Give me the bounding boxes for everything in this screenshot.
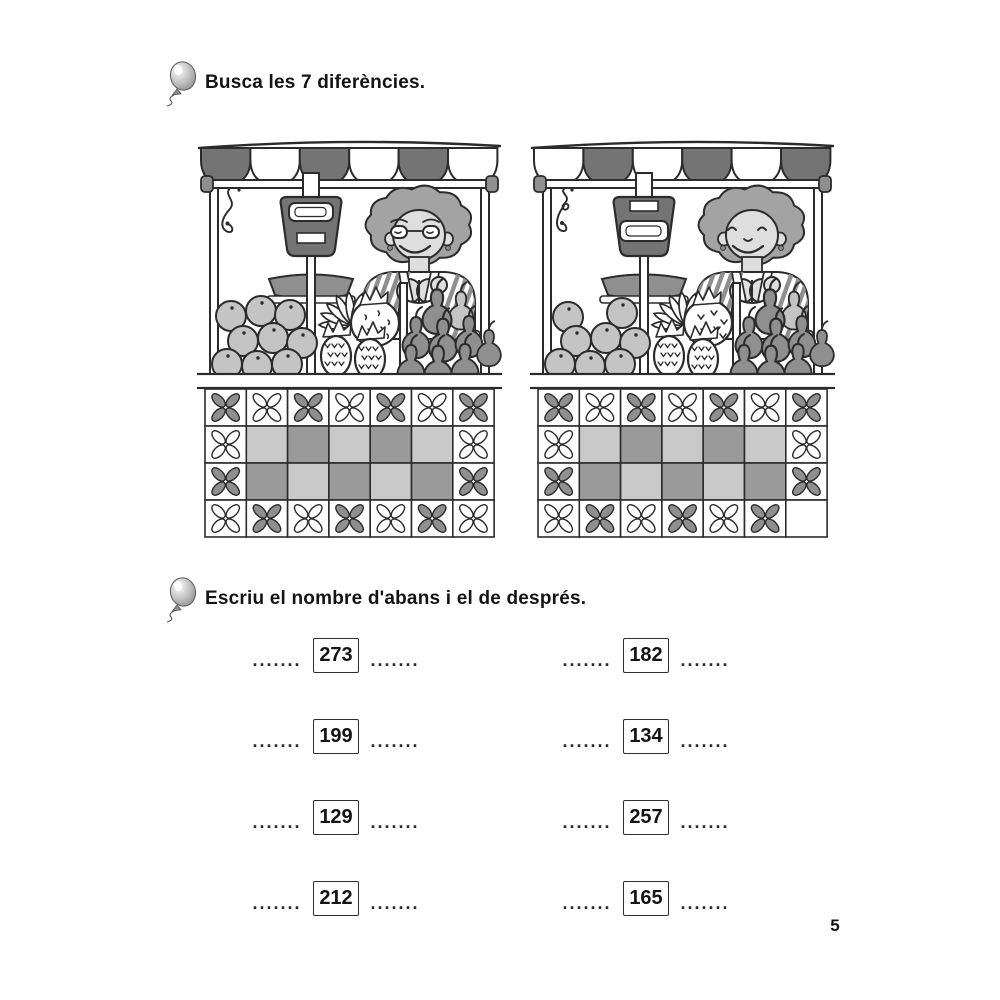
number-row: [560, 718, 732, 755]
blank-before: .......: [562, 731, 612, 751]
blank-after: .......: [680, 893, 730, 913]
number-box: 182: [623, 638, 669, 673]
blank-after: .......: [680, 812, 730, 832]
fruit-stall-illustration-right: [530, 133, 835, 543]
activity1-title: Busca les 7 diferències.: [205, 72, 426, 93]
blank-before: .......: [252, 893, 302, 913]
number-row: [560, 637, 732, 674]
awning: [199, 142, 500, 185]
fruit-stall-illustration-left: [197, 133, 502, 543]
number-box: 212: [313, 881, 359, 916]
blank-before: .......: [562, 893, 612, 913]
counter-board: [530, 374, 835, 388]
number-box: 129: [313, 800, 359, 835]
blank-before: .......: [562, 812, 612, 832]
blank-after: .......: [370, 650, 420, 670]
blank-before: .......: [252, 812, 302, 832]
number-row: [250, 880, 422, 917]
number-box: 273: [313, 638, 359, 673]
balloon-icon: [165, 60, 199, 108]
page-number: 5: [830, 916, 840, 935]
number-box: 257: [623, 800, 669, 835]
blank-after: .......: [680, 731, 730, 751]
counter-board: [197, 374, 502, 388]
activity2-title: Escriu el nombre d'abans i el de després.: [205, 588, 587, 609]
number-box: 134: [623, 719, 669, 754]
blank-before: .......: [562, 650, 612, 670]
hook: [557, 188, 574, 231]
orange-pile: [212, 296, 317, 381]
hook: [222, 188, 240, 232]
number-row: [250, 637, 422, 674]
tile-grid: [538, 389, 827, 537]
number-box: 199: [313, 719, 359, 754]
tile-grid: [205, 389, 494, 537]
number-row: [250, 799, 422, 836]
blank-before: .......: [252, 650, 302, 670]
number-row: [560, 880, 732, 917]
number-row: [250, 718, 422, 755]
blank-before: .......: [252, 731, 302, 751]
balloon-icon: [165, 576, 199, 624]
number-box: 165: [623, 881, 669, 916]
number-row: [560, 799, 732, 836]
blank-after: .......: [370, 812, 420, 832]
blank-after: .......: [370, 731, 420, 751]
awning: [532, 142, 833, 185]
blank-after: .......: [370, 893, 420, 913]
orange-pile: [545, 298, 650, 381]
blank-after: .......: [680, 650, 730, 670]
